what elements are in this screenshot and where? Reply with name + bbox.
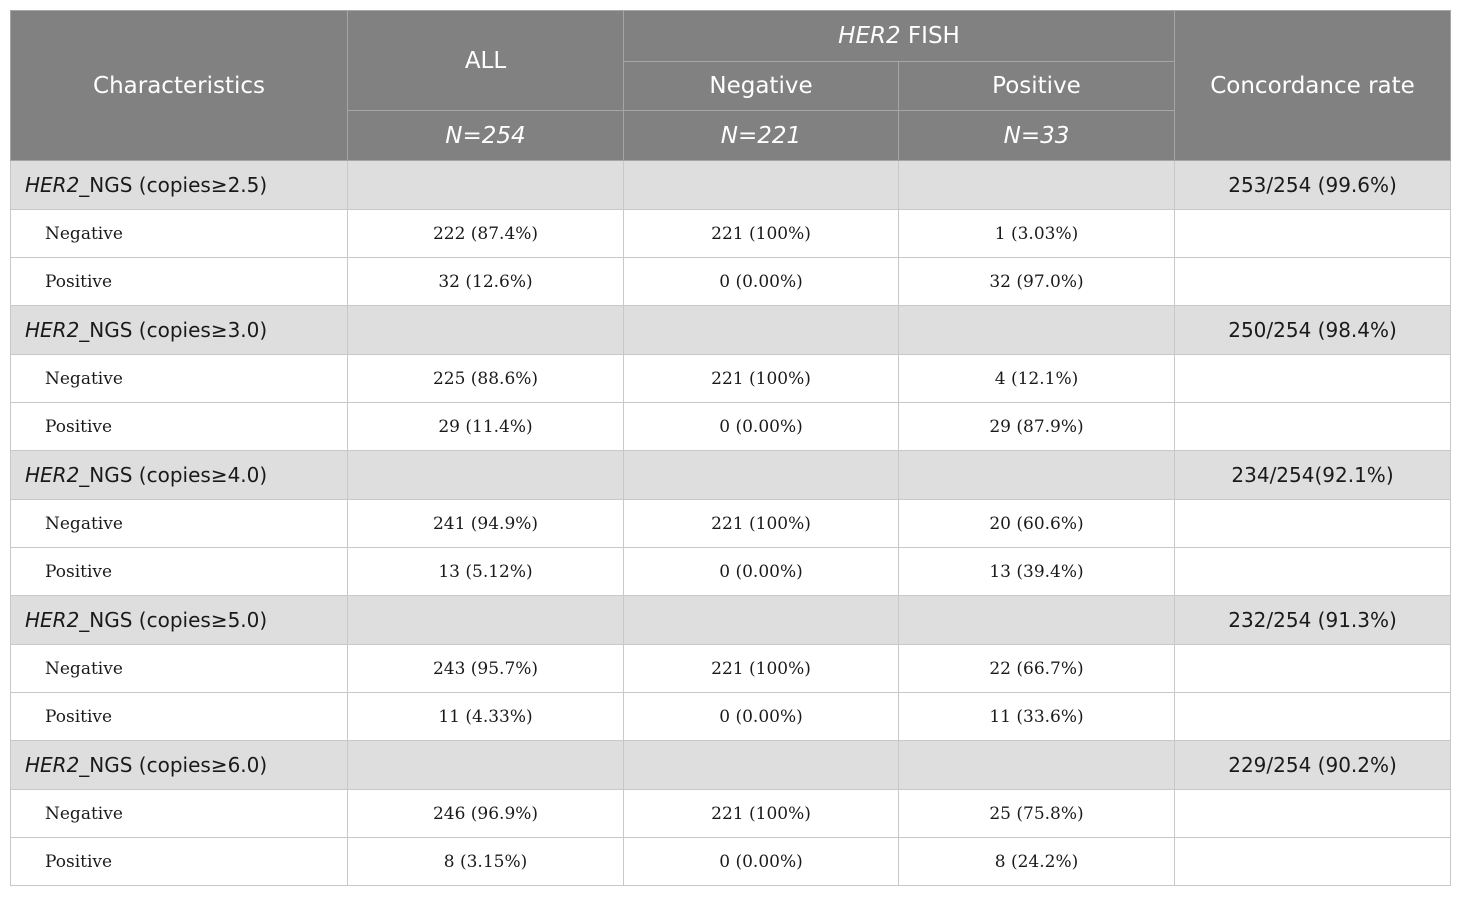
cell-concordance-empty — [1175, 790, 1451, 838]
header-fish-word: FISH — [900, 23, 960, 49]
cell-all: 11 (4.33%) — [348, 693, 624, 741]
table-row — [11, 210, 1451, 258]
cell-positive: 29 (87.9%) — [899, 403, 1175, 451]
group-empty-cell — [899, 741, 1175, 790]
group-gene: HER2 — [25, 753, 80, 777]
cell-negative: 0 (0.00%) — [624, 693, 899, 741]
group-empty-cell — [348, 596, 624, 645]
group-empty-cell — [899, 306, 1175, 355]
header-fish-gene: HER2 — [838, 23, 901, 49]
group-label — [11, 451, 348, 500]
table-row — [11, 645, 1451, 693]
group-concordance: 253/254 (99.6%) — [1175, 161, 1451, 210]
table-row — [11, 355, 1451, 403]
cell-all: 243 (95.7%) — [348, 645, 624, 693]
cell-all: 8 (3.15%) — [348, 838, 624, 886]
cell-all: 32 (12.6%) — [348, 258, 624, 306]
concordance-table — [10, 10, 1451, 886]
row-label: Positive — [11, 693, 348, 741]
row-label: Negative — [11, 355, 348, 403]
cell-concordance-empty — [1175, 403, 1451, 451]
cell-negative: 0 (0.00%) — [624, 258, 899, 306]
cell-negative: 221 (100%) — [624, 500, 899, 548]
row-label: Positive — [11, 548, 348, 596]
cell-negative: 0 (0.00%) — [624, 838, 899, 886]
group-row — [11, 596, 1451, 645]
cell-all: 29 (11.4%) — [348, 403, 624, 451]
cell-concordance-empty — [1175, 838, 1451, 886]
header-her2-fish — [624, 11, 1175, 62]
header-n-positive: N=33 — [899, 111, 1175, 161]
cell-concordance-empty — [1175, 645, 1451, 693]
group-label — [11, 306, 348, 355]
cell-negative: 221 (100%) — [624, 210, 899, 258]
group-empty-cell — [624, 596, 899, 645]
cell-all: 225 (88.6%) — [348, 355, 624, 403]
cell-positive: 11 (33.6%) — [899, 693, 1175, 741]
row-label: Positive — [11, 838, 348, 886]
cell-positive: 25 (75.8%) — [899, 790, 1175, 838]
cell-concordance-empty — [1175, 693, 1451, 741]
cell-all: 246 (96.9%) — [348, 790, 624, 838]
group-gene: HER2 — [25, 608, 80, 632]
header-all: ALL — [348, 11, 624, 111]
table-row — [11, 693, 1451, 741]
group-empty-cell — [899, 596, 1175, 645]
table-row — [11, 838, 1451, 886]
group-empty-cell — [348, 451, 624, 500]
header-concordance: Concordance rate — [1175, 11, 1451, 161]
header-n-negative: N=221 — [624, 111, 899, 161]
header-positive: Positive — [899, 62, 1175, 111]
group-label-text: _NGS (copies≥6.0) — [79, 753, 268, 777]
cell-negative: 221 (100%) — [624, 355, 899, 403]
row-label: Negative — [11, 645, 348, 693]
cell-concordance-empty — [1175, 548, 1451, 596]
group-label — [11, 161, 348, 210]
row-label: Negative — [11, 210, 348, 258]
group-empty-cell — [348, 306, 624, 355]
table-row — [11, 258, 1451, 306]
cell-concordance-empty — [1175, 355, 1451, 403]
group-label — [11, 596, 348, 645]
group-gene: HER2 — [25, 173, 80, 197]
cell-negative: 221 (100%) — [624, 645, 899, 693]
table-body — [11, 161, 1451, 886]
row-label: Positive — [11, 258, 348, 306]
group-empty-cell — [624, 741, 899, 790]
table-row — [11, 500, 1451, 548]
group-concordance: 232/254 (91.3%) — [1175, 596, 1451, 645]
group-gene: HER2 — [25, 463, 80, 487]
header-negative: Negative — [624, 62, 899, 111]
table-row — [11, 403, 1451, 451]
cell-negative: 0 (0.00%) — [624, 403, 899, 451]
table-row — [11, 548, 1451, 596]
cell-positive: 8 (24.2%) — [899, 838, 1175, 886]
row-label: Positive — [11, 403, 348, 451]
cell-concordance-empty — [1175, 258, 1451, 306]
group-concordance: 234/254(92.1%) — [1175, 451, 1451, 500]
group-empty-cell — [899, 451, 1175, 500]
group-label-text: _NGS (copies≥2.5) — [79, 173, 268, 197]
header-characteristics: Characteristics — [11, 11, 348, 161]
group-concordance: 250/254 (98.4%) — [1175, 306, 1451, 355]
group-gene: HER2 — [25, 318, 80, 342]
cell-concordance-empty — [1175, 500, 1451, 548]
group-empty-cell — [624, 161, 899, 210]
table-row — [11, 790, 1451, 838]
table-header — [11, 11, 1451, 161]
cell-positive: 1 (3.03%) — [899, 210, 1175, 258]
cell-positive: 32 (97.0%) — [899, 258, 1175, 306]
cell-negative: 221 (100%) — [624, 790, 899, 838]
group-label-text: _NGS (copies≥3.0) — [79, 318, 268, 342]
group-label-text: _NGS (copies≥4.0) — [79, 463, 268, 487]
cell-positive: 4 (12.1%) — [899, 355, 1175, 403]
row-label: Negative — [11, 790, 348, 838]
group-label — [11, 741, 348, 790]
group-empty-cell — [899, 161, 1175, 210]
group-label-text: _NGS (copies≥5.0) — [79, 608, 268, 632]
cell-positive: 22 (66.7%) — [899, 645, 1175, 693]
row-label: Negative — [11, 500, 348, 548]
group-row — [11, 451, 1451, 500]
cell-positive: 13 (39.4%) — [899, 548, 1175, 596]
cell-positive: 20 (60.6%) — [899, 500, 1175, 548]
cell-concordance-empty — [1175, 210, 1451, 258]
group-empty-cell — [348, 741, 624, 790]
group-empty-cell — [624, 451, 899, 500]
cell-all: 222 (87.4%) — [348, 210, 624, 258]
cell-negative: 0 (0.00%) — [624, 548, 899, 596]
group-empty-cell — [624, 306, 899, 355]
cell-all: 13 (5.12%) — [348, 548, 624, 596]
group-empty-cell — [348, 161, 624, 210]
group-concordance: 229/254 (90.2%) — [1175, 741, 1451, 790]
group-row — [11, 741, 1451, 790]
header-n-all: N=254 — [348, 111, 624, 161]
group-row — [11, 306, 1451, 355]
group-row — [11, 161, 1451, 210]
cell-all: 241 (94.9%) — [348, 500, 624, 548]
